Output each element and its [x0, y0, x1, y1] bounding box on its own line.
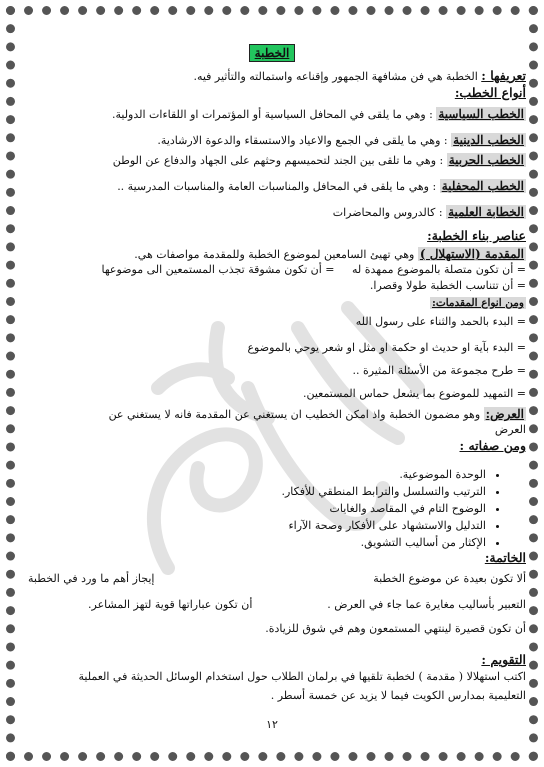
- conclusion-item: التعبير بأساليب مغايرة عما جاء في العرض .: [327, 598, 526, 611]
- type-label: الخطب المحفلية: [441, 179, 524, 193]
- intro-type-item: [18, 364, 526, 379]
- qualities-label: ومن صفاته :: [459, 438, 526, 453]
- types-heading-row: [18, 85, 526, 102]
- conclusion-item: إيجاز أهم ما ورد في الخطبة: [28, 572, 155, 585]
- type-text: : وهي ما تلقى بين الجند لتحميسهم وحثهم على الجهاد والدفاع عن الوطن: [112, 154, 444, 167]
- evaluation-heading-row: [18, 652, 526, 669]
- evaluation-text: التعليمية بمدارس الكويت فيما لا يزيد عن خمسة أسطر .: [270, 689, 526, 702]
- intro-spec-3: = أن تتناسب الخطبة طولا وقصرا.: [369, 279, 526, 292]
- type-item: [18, 152, 526, 169]
- definition-text: الخطبة هي فن مشافهة الجمهور وإقناعه واستمالته والتأثير فيه.: [193, 70, 478, 83]
- type-text: : وهي ما يلقى في الجمع والاعياد والاستسقاء والدعوة الارشادية.: [157, 134, 448, 147]
- type-item: [18, 204, 526, 221]
- body-text: وهو مضمون الخطبة واذ امكن الخطيب ان يستغني عن المقدمة فانه لا يستغني عن: [108, 408, 481, 421]
- list-item: • الترتيب والتسلسل والترابط المنطقي للأفكار.: [281, 483, 486, 500]
- type-item: [18, 178, 526, 195]
- definition-row: [18, 68, 526, 85]
- type-label: الخطب الحربية: [448, 153, 524, 167]
- body-row-2: [18, 423, 526, 438]
- intro-type-text: = البدء بالحمد والثناء على رسول الله: [355, 315, 526, 328]
- intro-type-text: = طرح مجموعة من الأسئلة المثيرة ..: [352, 364, 526, 377]
- list-item: • التدليل والاستشهاد على الأفكار وصحة الآراء: [281, 517, 486, 534]
- page-title: الخطبة: [249, 44, 296, 62]
- list-item: • الوضوح التام في المقاصد والغايات: [281, 500, 486, 517]
- intro-spec-2: = أن تكون مشوقة تجذب المستمعين الى موضوعها: [101, 263, 335, 276]
- type-item: [18, 106, 526, 123]
- intro-row: [18, 246, 526, 263]
- intro-spec-1: = أن تكون متصلة بالموضوع ممهدة له: [351, 263, 526, 276]
- intro-types-label: ومن انواع المقدمات:: [431, 297, 524, 309]
- conclusion-item: أن تكون عباراتها قوية لتهز المشاعر.: [88, 598, 253, 611]
- elements-heading: عناصر بناء الخطبة:: [427, 228, 526, 243]
- type-label: الخطابة العلمية: [448, 205, 524, 219]
- intro-types-heading-row: [18, 296, 526, 311]
- evaluation-heading: التقويم :: [481, 652, 526, 667]
- conclusion-item: أن تكون قصيرة لينتهي المستمعون وهم في شوق للزيادة.: [265, 622, 526, 635]
- type-label: الخطب الدينية: [453, 133, 524, 147]
- type-text: : وهي ما يلقى في المحافل والمناسبات العامة والمناسبات المدرسية ..: [117, 180, 437, 193]
- definition-label: تعريفها :: [481, 68, 526, 83]
- intro-text: وهي تهيئ السامعين لموضوع الخطبة وللمقدمة مواصفات هي.: [134, 248, 415, 261]
- intro-type-item: [18, 341, 526, 356]
- conclusion-item: ألا تكون بعيدة عن موضوع الخطبة: [373, 572, 526, 585]
- title-row: [18, 44, 526, 62]
- document-page: [18, 18, 526, 749]
- intro-label: المقدمة (الاستهلال ): [419, 247, 524, 261]
- types-heading: أنواع الخطب:: [454, 85, 526, 100]
- type-text: : كالدروس والمحاضرات: [332, 206, 443, 219]
- body-label: العرض:: [485, 407, 524, 421]
- page-number: ١٢: [266, 718, 278, 731]
- body-row: [18, 406, 526, 423]
- type-label: الخطب السياسية: [438, 107, 524, 121]
- type-text: : وهي ما يلقى في المحافل السياسية أو المؤتمرات او اللقاءات الدولية.: [111, 108, 433, 121]
- intro-type-text: = البدء بآية او حديث او حكمة او مثل او شعر يوحي بالموضوع: [247, 341, 526, 354]
- list-item: • الوحدة الموضوعية.: [281, 466, 486, 483]
- intro-type-text: = التمهيد للموضوع بما يشعل حماس المستمعين.: [302, 387, 526, 400]
- type-item: [18, 132, 526, 149]
- intro-type-item: [18, 315, 526, 330]
- conclusion-heading-row: [18, 550, 526, 567]
- elements-heading-row: [18, 228, 526, 245]
- list-item: • الإكثار من أساليب التشويق.: [281, 534, 486, 551]
- evaluation-text: اكتب استهلالا ( مقدمة ) لخطبة تلقيها في برلمان الطلاب حول استخدام الوسائل الحديثة في العملية: [78, 670, 526, 683]
- intro-spec-row: [18, 279, 526, 294]
- intro-type-item: [18, 387, 526, 402]
- conclusion-heading: الخاتمة:: [484, 550, 526, 565]
- body-text-2: العرض: [494, 423, 526, 436]
- intro-spec-row: [18, 263, 526, 278]
- qualities-list: [281, 466, 526, 551]
- qualities-heading-row: [18, 438, 526, 455]
